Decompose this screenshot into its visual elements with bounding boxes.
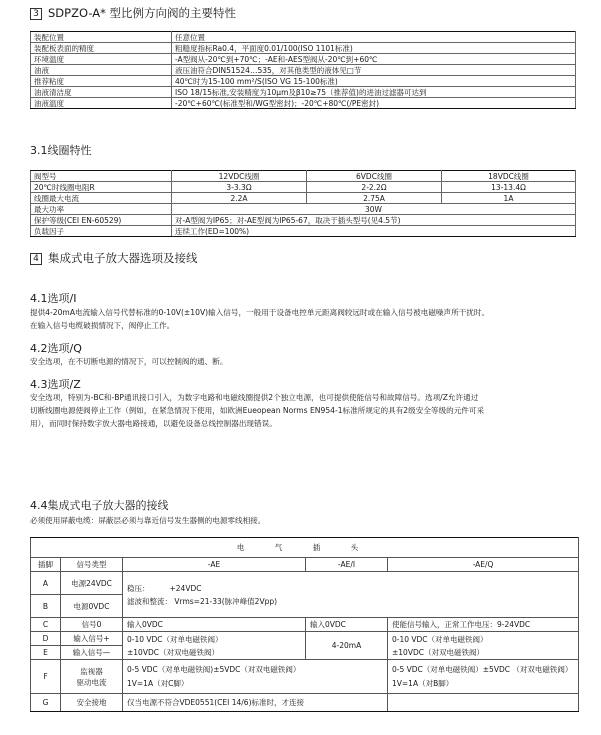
table-row: 油液温度 -20℃+60℃(标准型和/WG型密封)；-20℃+80℃(/PE密封) — [31, 98, 576, 109]
table-row: D 输入信号+ 0-10 VDC（对单电磁铁阀） ±10VDC（对双电磁铁阀） 4-20mA 0-10 VDC（对单电磁铁阀） ±10VDC（对双电磁铁阀） — [31, 632, 579, 646]
section-4-1-text: 提供4-20mA电流输入信号代替标准的0-10V(±10V)输入信号，一般用于设备电控单元距离阀较远时或在输入信号被电磁噪声所干扰时。 在输入信号电缆破损情况下，阀停止工作。 — [30, 308, 490, 330]
section-3-heading — [30, 5, 236, 21]
coil-characteristics-table — [30, 170, 576, 237]
power-supply-cell: 稳压： +24VDC 滤波和整流： Vrms=21-33(脉冲峰值2Vpp) — [123, 572, 579, 618]
connector-title: 电 气 插 头 — [236, 543, 373, 552]
main-characteristics-table — [30, 31, 576, 109]
table-row: A 电源24VDC 稳压： +24VDC 滤波和整流： Vrms=21-33(脉冲峰值2Vpp) — [31, 572, 579, 595]
table-row: B 电源0VDC — [31, 595, 579, 618]
table-row: 装配位置 任意位置 — [31, 32, 576, 43]
section-4-heading — [30, 250, 198, 266]
section-4-title: 集成式电子放大器选项及接线 — [48, 251, 198, 265]
section-4-2-title: 4.2选项/Q — [30, 342, 82, 355]
table-row: F 监视器 驱动电流 0-5 VDC（对单电磁铁阀)±5VDC（对双电磁铁阀） 1V=1A（对C脚） 0-5 VDC（对单电磁铁阀）±5VDC （对双电磁铁阀） 1V=1A（对B脚） — [31, 660, 579, 694]
table-row: 最大功率 30W — [31, 204, 576, 215]
table-row: 推荐粘度 40℃时为15-100 mm²/S(ISO VG 15-100标准) — [31, 76, 576, 87]
table-row: 插脚 信号类型 -AE -AE/I -AE/Q — [31, 558, 579, 572]
section-4-1-title: 4.1选项/I — [30, 292, 77, 305]
section-3-title: SDPZO-A* 型比例方向阀的主要特性 — [48, 6, 237, 20]
section-number-box: 3 — [30, 8, 42, 20]
section-4-4-title: 4.4集成式电子放大器的接线 — [30, 499, 169, 512]
section-4-3-text: 安全选项，特别为-BC和-BP通讯接口引入，为数字电路和电磁线圈提供2个独立电源，也可提供使能信号和故障信号。选项/Z允许通过 切断线圈电源使阀停止工作（例如，在紧急情况下使用，如欧洲Eueopean Norms EN954-1标准所规定的具有2级安全等级的元件可采 用），而同时保持数字放大器电路接通，以避免设备总线控制器出现错误。 — [30, 393, 485, 428]
section-3-1-title: 3.1线圈特性 — [30, 144, 92, 157]
table-row: 环境温度 -A型阀从-20℃到+70℃；-AE和-AES型阀从-20℃到+60℃ — [31, 54, 576, 65]
table-row: 油液 液压油符合DIN51524…535，对其他类型的液体见□节 — [31, 65, 576, 76]
table-row: 线圈最大电流 2.2A 2.75A 1A — [31, 193, 576, 204]
shield-cable-note: 必须使用屏蔽电缆：屏蔽层必须与靠近信号发生器侧的电源零线相接。 — [30, 516, 266, 525]
section-number-box: 4 — [30, 253, 42, 265]
section-4-3-title: 4.3选项/Z — [30, 378, 81, 391]
table-row: C 信号0 输入0VDC 输入0VDC 使能信号输入，正常工作电压：9-24VDC — [31, 618, 579, 632]
table-row: G 安全接地 仅当电源不符合VDE0551(CEI 14/6)标准时，才连接 — [31, 694, 579, 712]
wiring-table — [30, 537, 579, 712]
table-row: 阀型号 12VDC线圈 6VDC线圈 18VDC线圈 — [31, 171, 576, 182]
table-row: 保护等级(CEI EN-60529) 对-A型阀为IP65；对-AE型阀为IP65-67，取决于插头型号(见4.5节) — [31, 215, 576, 226]
table-row: E 输入信号— — [31, 646, 579, 660]
table-row: 负载因子 连续工作(ED=100%) — [31, 226, 576, 237]
table-row: 油液清洁度 ISO 18/15标准,安装精度为10μm及β10≥75（推荐值)的进油过滤器可达到 — [31, 87, 576, 98]
section-4-2-text: 安全选项，在不切断电源的情况下，可以控制阀的通、断。 — [30, 357, 228, 366]
table-row — [31, 538, 579, 558]
table-row: 装配板表面的精度 粗糙度指标Ra0.4，平面度0.01/100(ISO 1101标准) — [31, 43, 576, 54]
table-row: 20℃时线圈电阻R 3-3.3Ω 2-2.2Ω 13-13.4Ω — [31, 182, 576, 193]
